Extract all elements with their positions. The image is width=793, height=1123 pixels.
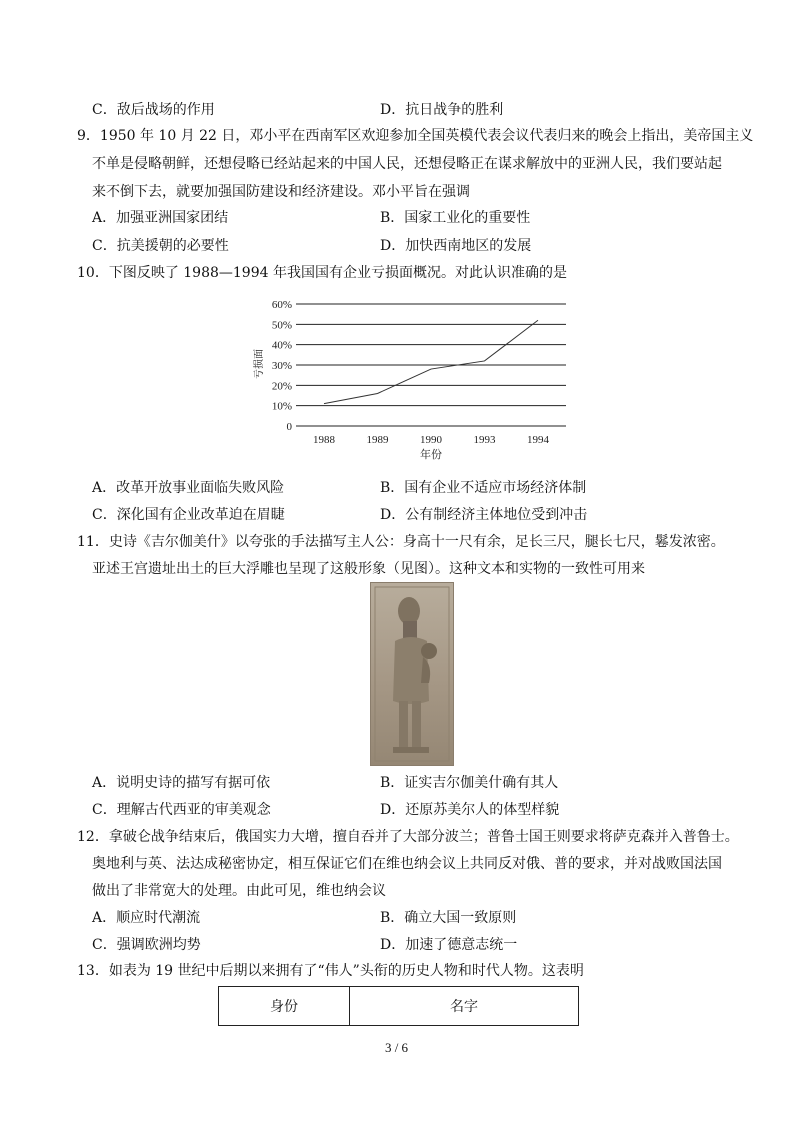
chart-y-tick-label: 40% — [271, 339, 292, 352]
q8-option-c: C．敌后战场的作用 — [92, 102, 215, 118]
q9-stem-line2: 不单是侵略朝鲜，还想侵略已经站起来的中国人民，还想侵略正在谋求解放中的亚洲人民，我们要站起 — [92, 156, 722, 172]
q12-stem-line3: 做出了非常宽大的处理。由此可见，维也纳会议 — [92, 883, 386, 899]
chart-x-tick-label: 1989 — [366, 434, 389, 446]
q13-table — [218, 986, 579, 1026]
chart-x-tick-label: 1994 — [527, 434, 549, 446]
q11-option-a: A．说明史诗的描写有据可依 — [92, 775, 271, 791]
loss-ratio-line-chart — [248, 292, 588, 464]
q11-option-d: D．还原苏美尔人的体型样貌 — [380, 802, 560, 818]
chart-x-axis-label: 年份 — [420, 449, 442, 461]
q9-option-b: B．国家工业化的重要性 — [380, 210, 531, 226]
q11-option-c: C．理解古代西亚的审美观念 — [92, 802, 271, 818]
q12-option-d: D．加速了德意志统一 — [380, 937, 518, 953]
chart-y-tick-label: 20% — [271, 380, 292, 393]
q12-option-a: A．顺应时代潮流 — [92, 910, 201, 926]
q11-option-b: B．证实吉尔伽美什确有其人 — [380, 775, 559, 791]
table-row — [219, 987, 579, 1026]
q9-option-a: A．加强亚洲国家团结 — [92, 210, 229, 226]
q9-option-d: D．加快西南地区的发展 — [380, 238, 532, 254]
q10-option-b: B．国有企业不适应市场经济体制 — [380, 480, 587, 496]
chart-y-tick-label: 0 — [286, 421, 292, 433]
chart-y-tick-labels — [272, 299, 293, 433]
chart-x-tick-label: 1988 — [313, 434, 335, 446]
q11-stem-line2: 亚述王宫遗址出土的巨大浮雕也呈现了这般形象（见图）。这种文本和实物的一致性可用来 — [92, 561, 645, 577]
q10-option-a: A．改革开放事业面临失败风险 — [92, 480, 285, 496]
table-header-name: 名字 — [350, 987, 579, 1026]
chart-y-axis-label: 亏损面 — [254, 349, 265, 379]
q9-stem-line1: 9．1950 年 10 月 22 日，邓小平在西南军区欢迎参加全国英模代表会议代表归来的晚会上指出，美帝国主义 — [77, 128, 754, 144]
chart-series-line — [324, 320, 538, 403]
chart-gridlines — [296, 304, 566, 426]
q10-option-c: C．深化国有企业改革迫在眉睫 — [92, 507, 285, 523]
q13-stem: 13．如表为 19 世纪中后期以来拥有了“伟人”头衔的历史人物和时代人物。这表明 — [77, 963, 584, 979]
chart-y-tick-label: 10% — [271, 400, 292, 413]
page-number: 3 / 6 — [384, 1040, 409, 1055]
q9-stem-line3: 来不倒下去，就要加强国防建设和经济建设。邓小平旨在强调 — [92, 184, 470, 200]
q12-stem-line2: 奥地利与英、法达成秘密协定，相互保证它们在维也纳会议上共同反对俄、普的要求，并对战败国法国 — [92, 856, 722, 872]
q12-option-b: B．确立大国一致原则 — [380, 910, 517, 926]
q12-option-c: C．强调欧洲均势 — [92, 937, 201, 953]
chart-y-tick-label: 30% — [271, 360, 292, 372]
q9-option-c: C．抗美援朝的必要性 — [92, 238, 229, 254]
q12-stem-line1: 12．拿破仑战争结束后，俄国实力大增，擅自吞并了大部分波兰；普鲁士国王则要求将萨克森并入普鲁士。 — [77, 829, 739, 845]
chart-x-tick-label: 1990 — [420, 434, 442, 446]
q11-stem-line1: 11．史诗《吉尔伽美什》以夸张的手法描写主人公：身高十一尺有余，足长三尺，腿长七尺，鬈发浓密。 — [77, 534, 725, 550]
chart-x-tick-labels — [313, 434, 550, 446]
q10-option-d: D．公有制经济主体地位受到冲击 — [380, 507, 588, 523]
q8-option-d: D．抗日战争的胜利 — [380, 102, 504, 118]
q10-stem: 10．下图反映了 1988—1994 年我国国有企业亏损面概况。对此认识准确的是 — [77, 265, 567, 281]
table-header-identity: 身份 — [219, 987, 350, 1026]
chart-x-tick-label: 1993 — [473, 434, 496, 446]
chart-y-tick-label: 60% — [271, 299, 292, 311]
chart-y-tick-label: 50% — [271, 319, 292, 332]
gilgamesh-relief-image — [370, 582, 454, 766]
